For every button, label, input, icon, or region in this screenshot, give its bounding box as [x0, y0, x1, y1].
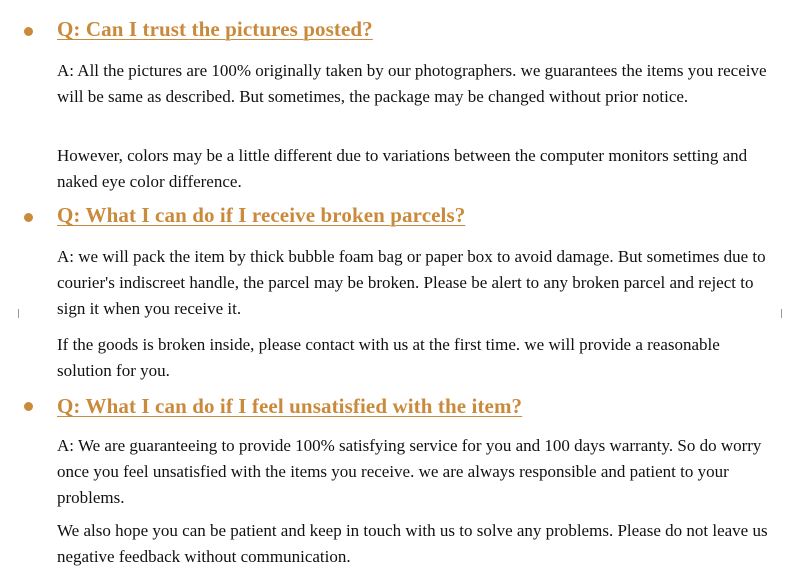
faq-answer-note: If the goods is broken inside, please contact with us at the first time. we will provide a reasonable solution for you. [57, 335, 720, 380]
faq-answer: A: All the pictures are 100% originally taken by our photographers. we guarantees the items you receive will be same as described. But sometimes, the package may be changed without prior notice. [57, 61, 767, 106]
bullet-icon [24, 402, 33, 411]
faq-question: Q: Can I trust the pictures posted? [57, 17, 373, 41]
right-margin-mark [781, 309, 782, 318]
faq-question: Q: What I can do if I receive broken parcels? [57, 203, 466, 227]
faq-answer-note: However, colors may be a little different due to variations between the computer monitors setting and naked eye color difference. [57, 146, 748, 191]
faq-answer: A: We are guaranteeing to provide 100% satisfying service for you and 100 days warranty. So do worry once you feel unsatisfied with the items you receive. we are always responsible and patient to your problems. [57, 436, 762, 507]
bullet-icon [24, 27, 33, 36]
bullet-icon [24, 213, 33, 222]
faq-question: Q: What I can do if I feel unsatisfied with the item? [57, 394, 523, 418]
faq-answer-note: We also hope you can be patient and keep in touch with us to solve any problems. Please do not leave us negative feedback without communication. [57, 521, 768, 566]
left-margin-mark [18, 309, 19, 318]
faq-answer: A: we will pack the item by thick bubble foam bag or paper box to avoid damage. But sometimes due to courier's indiscreet handle, the parcel may be broken. Please be alert to any broken parcel and reject to sign it when you receive it. [57, 247, 766, 318]
